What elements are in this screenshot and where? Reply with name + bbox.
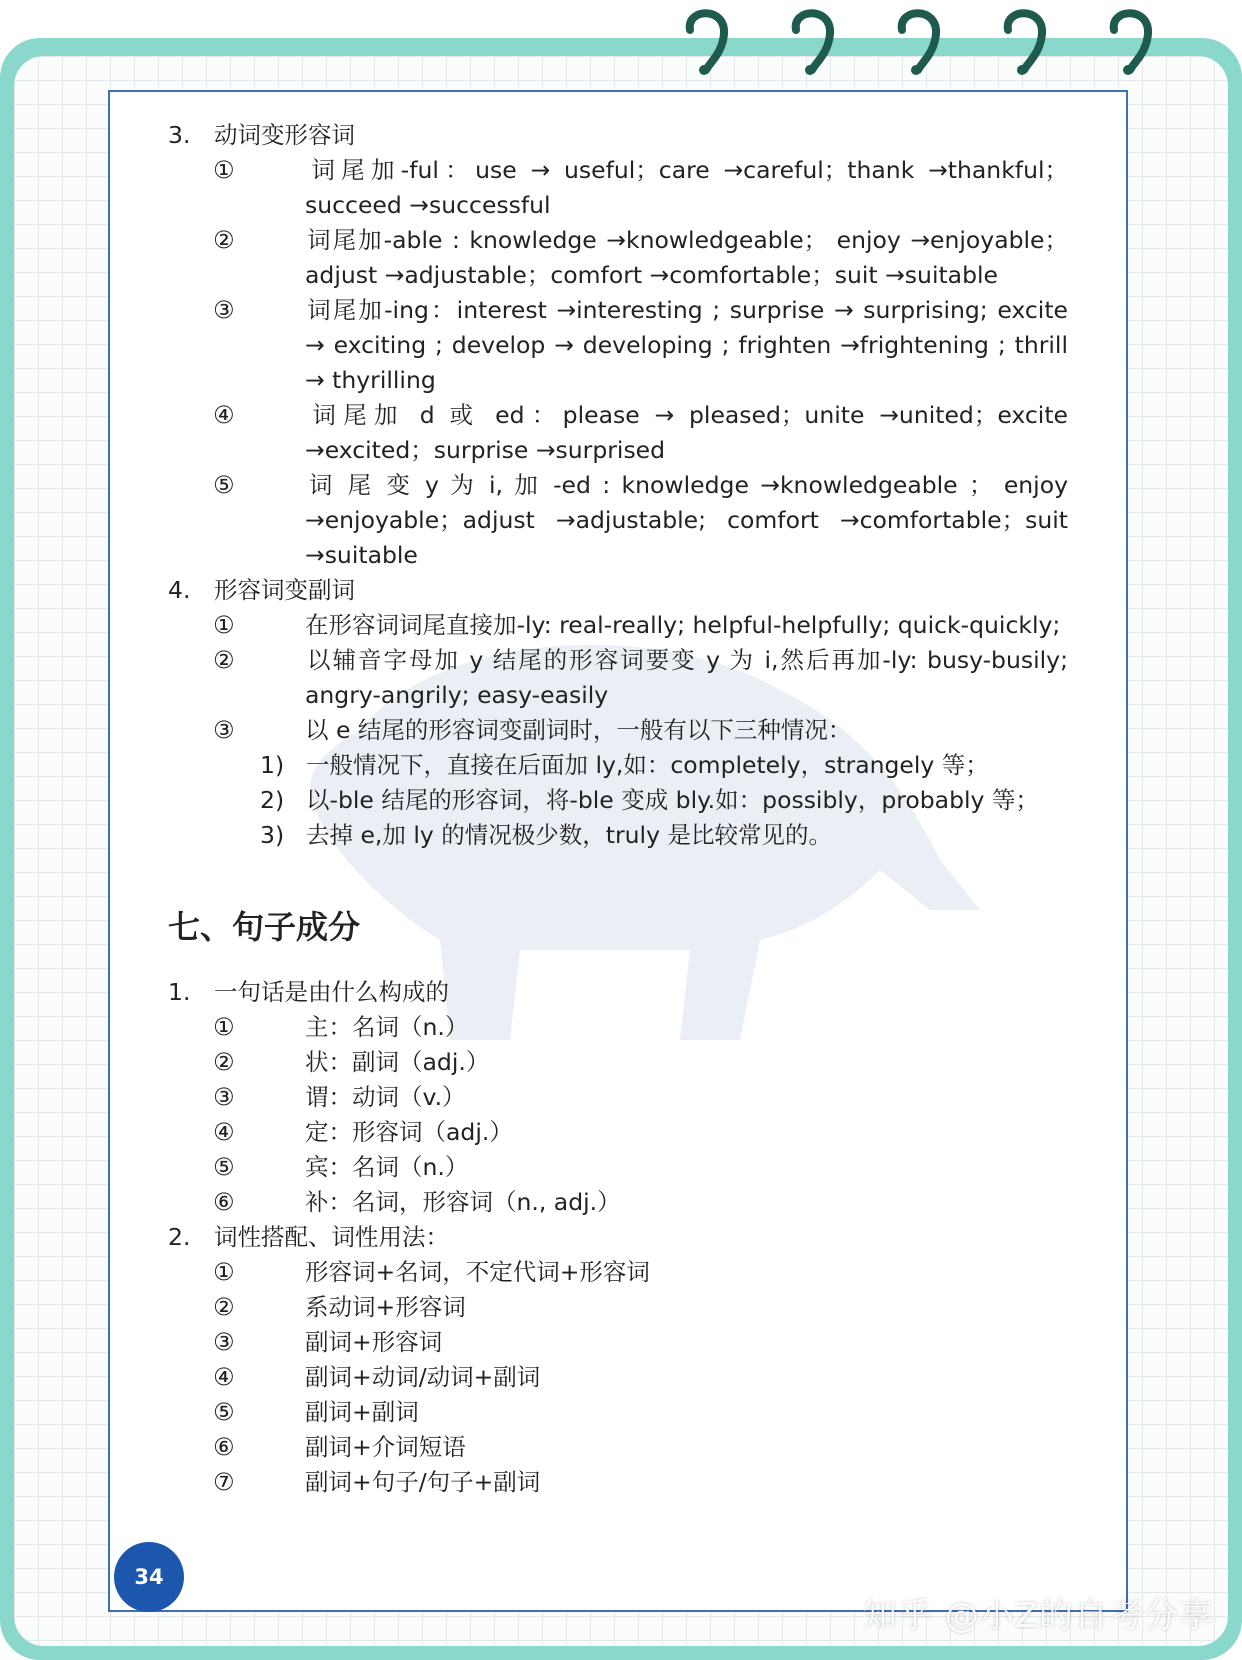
section-number: 1. <box>168 978 191 1006</box>
section-title: 动词变形容词 <box>214 121 355 149</box>
item-marker: ② <box>213 646 235 674</box>
binder-rings <box>0 0 1242 90</box>
item-marker: ① <box>213 1013 235 1041</box>
item-text: 形容词+名词，不定代词+形容词 <box>305 1258 650 1286</box>
sub-item-number: 1) <box>260 751 285 779</box>
item-marker: ⑥ <box>213 1188 235 1216</box>
item-marker: ⑤ <box>213 1398 235 1426</box>
item-text: 副词+句子/句子+副词 <box>305 1468 541 1496</box>
item-marker: ① <box>213 611 235 639</box>
sub-item <box>168 818 1068 853</box>
item-marker: ② <box>213 226 235 254</box>
item-text: 词尾加-able : knowledge →knowledgeable； enjoy →enjoyable；adjust →adjustable；comfort →comfortable；suit →suitable <box>305 226 1068 289</box>
list-item <box>168 643 1068 713</box>
sub-item <box>168 783 1068 818</box>
sub-item-text: 去掉 e,加 ly 的情况极少数，truly 是比较常见的。 <box>306 821 832 849</box>
binder-ring-icon <box>998 4 1050 76</box>
item-marker: ⑤ <box>213 471 235 499</box>
item-text: 词尾加-ing：interest →interesting ; surprise → surprising; excite → exciting ; develop → developing ; frighten →frightening ; thrill → thyrilling <box>305 296 1068 394</box>
list-item <box>168 468 1068 573</box>
section-heading <box>168 573 1068 608</box>
list-item <box>168 223 1068 293</box>
sub-item-text: 以-ble 结尾的形容词，将-ble 变成 bly.如：possibly，probably 等； <box>306 786 1039 814</box>
item-marker: ⑤ <box>213 1153 235 1181</box>
item-text: 副词+副词 <box>305 1398 419 1426</box>
item-text: 在形容词词尾直接加-ly: real-really; helpful-helpfully; quick-quickly; <box>305 611 1061 639</box>
section-number: 4. <box>168 576 191 604</box>
list-item <box>168 1150 1068 1185</box>
item-text: 状：副词（adj.） <box>305 1048 490 1076</box>
item-marker: ④ <box>213 1118 235 1146</box>
document-content <box>168 118 1068 1500</box>
item-text: 谓：动词（v.） <box>305 1083 466 1111</box>
section-title: 形容词变副词 <box>214 576 355 604</box>
list-item <box>168 1325 1068 1360</box>
section-number: 3. <box>168 121 191 149</box>
list-item <box>168 1010 1068 1045</box>
sub-item-text: 一般情况下，直接在后面加 ly,如：completely，strangely 等； <box>306 751 989 779</box>
item-text: 副词+介词短语 <box>305 1433 466 1461</box>
list-item <box>168 1360 1068 1395</box>
chapter-title: 七、句子成分 <box>168 908 361 946</box>
item-marker: ③ <box>213 1328 235 1356</box>
item-text: 主：名词（n.） <box>305 1013 469 1041</box>
item-marker: ⑥ <box>213 1433 235 1461</box>
item-marker: ④ <box>213 1363 235 1391</box>
list-item <box>168 1430 1068 1465</box>
item-marker: ② <box>213 1293 235 1321</box>
list-item <box>168 1395 1068 1430</box>
item-marker: ① <box>213 1258 235 1286</box>
list-item <box>168 713 1068 748</box>
sub-item-number: 2) <box>260 786 285 814</box>
list-item <box>168 293 1068 398</box>
item-text: 词尾加-ful：use → useful；care →careful；thank →thankful；succeed →successful <box>305 156 1068 219</box>
item-text: 副词+形容词 <box>305 1328 443 1356</box>
binder-ring-icon <box>892 4 944 76</box>
item-text: 以 e 结尾的形容词变副词时，一般有以下三种情况： <box>305 716 852 744</box>
source-credit: 知乎 @小Z的自考分享 <box>862 1596 1214 1636</box>
item-text: 词 尾 变 y 为 i, 加 -ed : knowledge →knowledgeable ； enjoy →enjoyable；adjust →adjustable; comfort →comfortable；suit →suitable <box>305 471 1068 569</box>
list-item <box>168 608 1068 643</box>
page-number-badge: 34 <box>114 1542 184 1612</box>
item-marker: ⑦ <box>213 1468 235 1496</box>
sub-item-number: 3) <box>260 821 285 849</box>
item-marker: ① <box>213 156 235 184</box>
section-heading <box>168 975 1068 1010</box>
item-text: 补：名词，形容词（n., adj.） <box>305 1188 621 1216</box>
section-number: 2. <box>168 1223 191 1251</box>
list-item <box>168 153 1068 223</box>
list-item <box>168 1290 1068 1325</box>
item-text: 词尾加 d 或 ed：please → pleased；unite →united；excite →excited；surprise →surprised <box>305 401 1068 464</box>
item-marker: ③ <box>213 1083 235 1111</box>
list-item <box>168 398 1068 468</box>
section-title: 一句话是由什么构成的 <box>214 978 449 1006</box>
item-marker: ③ <box>213 716 235 744</box>
list-item <box>168 1465 1068 1500</box>
item-text: 系动词+形容词 <box>305 1293 466 1321</box>
binder-ring-icon <box>1104 4 1156 76</box>
list-item <box>168 1185 1068 1220</box>
item-marker: ② <box>213 1048 235 1076</box>
section-heading <box>168 1220 1068 1255</box>
item-text: 宾：名词（n.） <box>305 1153 469 1181</box>
sub-item <box>168 748 1068 783</box>
section-title: 词性搭配、词性用法： <box>214 1223 449 1251</box>
list-item <box>168 1255 1068 1290</box>
binder-ring-icon <box>786 4 838 76</box>
item-marker: ④ <box>213 401 235 429</box>
item-text: 以辅音字母加 y 结尾的形容词要变 y 为 i,然后再加-ly: busy-busily; angry-angrily; easy-easily <box>305 646 1068 709</box>
list-item <box>168 1080 1068 1115</box>
list-item <box>168 1045 1068 1080</box>
item-text: 副词+动词/动词+副词 <box>305 1363 541 1391</box>
binder-ring-icon <box>680 4 732 76</box>
section-heading <box>168 118 1068 153</box>
item-marker: ③ <box>213 296 235 324</box>
list-item <box>168 1115 1068 1150</box>
item-text: 定：形容词（adj.） <box>305 1118 513 1146</box>
